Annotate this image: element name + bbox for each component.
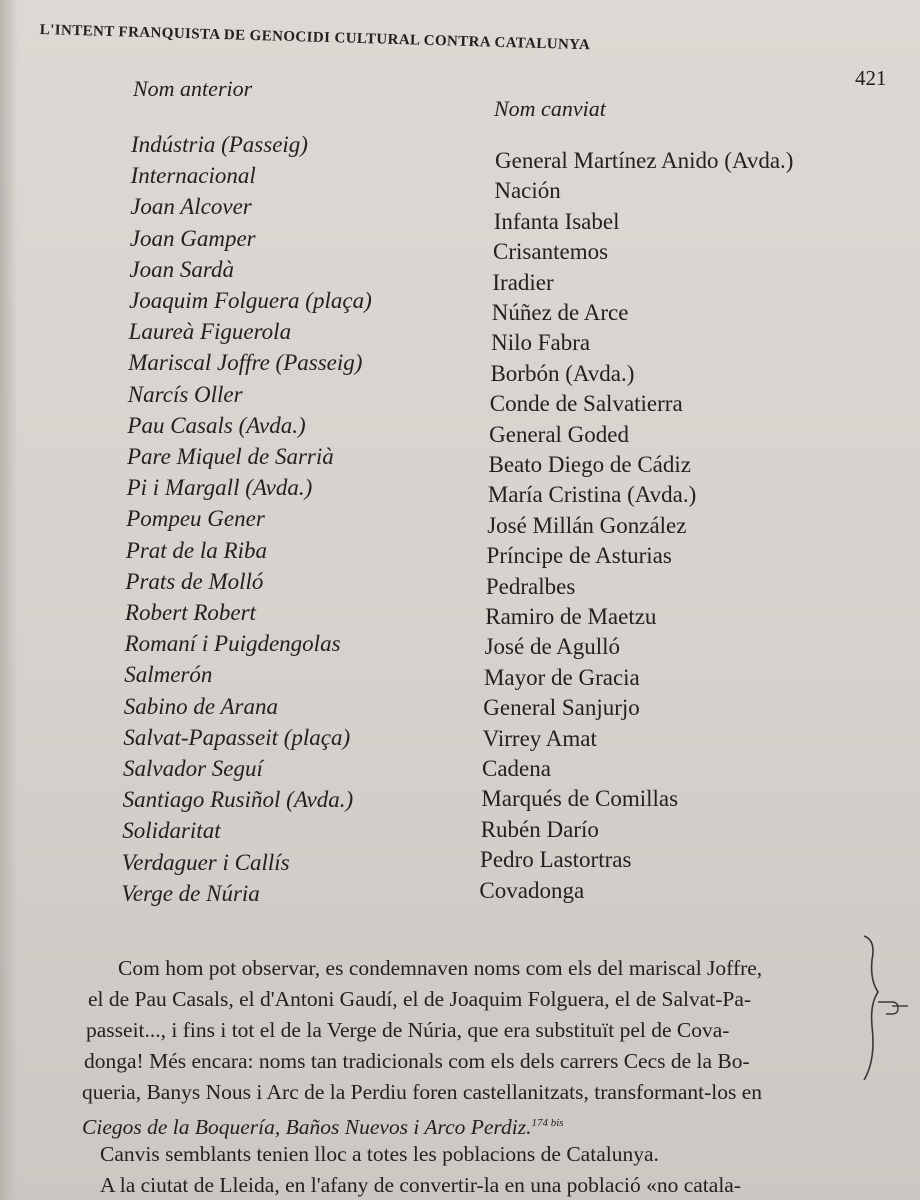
- previous-name-cell: Santiago Rusiñol (Avda.): [122, 787, 354, 813]
- changed-name-cell: Borbón (Avda.): [490, 360, 635, 386]
- previous-name-cell: Internacional: [130, 163, 256, 189]
- previous-name-cell: Salvat-Papasseit (plaça): [123, 724, 351, 750]
- previous-name-cell: Robert Robert: [125, 600, 256, 625]
- previous-name-cell: Solidaritat: [122, 818, 221, 844]
- previous-name-cell: Joan Sardà: [129, 256, 234, 282]
- changed-name-cell: Rubén Darío: [480, 816, 599, 842]
- previous-name-cell: Joan Gamper: [129, 225, 256, 251]
- changed-name-cell: Beato Diego de Cádiz: [488, 452, 691, 477]
- previous-name-cell: Verge de Núria: [121, 880, 260, 906]
- changed-name-cell: María Cristina (Avda.): [487, 482, 697, 508]
- paragraph-line: Com hom pot observar, es condemnaven noms com els del mariscal Joffre,: [118, 956, 763, 980]
- previous-name-cell: Joan Alcover: [130, 194, 252, 220]
- paragraph-line: donga! Més encara: noms tan tradicionals com els dels carrers Cecs de la Bo-: [84, 1049, 750, 1073]
- previous-name-cell: Pau Casals (Avda.): [127, 412, 306, 438]
- changed-name-cell: Infanta Isabel: [493, 208, 620, 234]
- changed-name-cell: General Sanjurjo: [483, 695, 640, 721]
- previous-name-cell: Indústria (Passeig): [131, 132, 308, 157]
- paragraph-line-italic: [82, 1108, 564, 1142]
- paragraph-line: el de Pau Casals, el d'Antoni Gaudí, el de Joaquim Folguera, el de Salvat-Pa-: [88, 987, 752, 1011]
- previous-name-cell: Prat de la Riba: [125, 537, 267, 563]
- previous-name-cell: Mariscal Joffre (Passeig): [128, 350, 363, 376]
- handwritten-bracket-mark: [858, 930, 918, 1090]
- changed-name-cell: Pedro Lastortras: [480, 847, 632, 873]
- changed-name-cell: Nación: [494, 178, 561, 204]
- changed-name-cell: Iradier: [492, 269, 554, 295]
- column-header-previous-name: Nom anterior: [133, 76, 253, 101]
- previous-name-cell: Pare Miquel de Sarrià: [127, 444, 334, 469]
- changed-name-cell: Núñez de Arce: [491, 300, 629, 325]
- changed-name-cell: José de Agulló: [484, 634, 621, 660]
- changed-name-cell: Nilo Fabra: [491, 330, 591, 356]
- changed-name-cell: General Martínez Anido (Avda.): [495, 148, 794, 173]
- paragraph-similar-changes: Canvis semblants tenien lloc a totes les poblacions de Catalunya.: [100, 1142, 659, 1166]
- paragraph-line: passeit..., i fins i tot el de la Verge de Núria, que era substituït pel de Cova-: [86, 1018, 730, 1042]
- changed-name-cell: General Goded: [489, 421, 629, 447]
- previous-name-cell: Salvador Seguí: [123, 756, 263, 781]
- changed-name-cell: Conde de Salvatierra: [489, 391, 683, 417]
- previous-name-cell: Salmerón: [124, 662, 213, 688]
- changed-name-cell: Ramiro de Maetzu: [485, 604, 657, 629]
- previous-name-cell: Sabino de Arana: [123, 693, 278, 719]
- previous-name-cell: Pi i Margall (Avda.): [126, 475, 313, 501]
- paragraph-line: queria, Banys Nous i Arc de la Perdiu foren castellanitzats, transformant-los en: [82, 1080, 763, 1104]
- paragraph-lleida: A la ciutat de Lleida, en l'afany de convertir-la en una població «no catala-: [100, 1173, 741, 1197]
- previous-name-cell: Romaní i Puigdengolas: [124, 631, 341, 657]
- changed-name-cell: Mayor de Gracia: [483, 664, 640, 690]
- column-header-changed-name: Nom canviat: [494, 96, 606, 121]
- previous-name-cell: Pompeu Gener: [126, 506, 265, 532]
- previous-name-cell: Narcís Oller: [127, 381, 243, 407]
- changed-name-cell: Covadonga: [479, 877, 585, 903]
- previous-name-cell: Laureà Figuerola: [128, 319, 292, 345]
- page-number: 421: [855, 66, 887, 90]
- changed-name-cell: Crisantemos: [493, 239, 609, 265]
- previous-name-cell: Joaquim Folguera (plaça): [129, 288, 372, 313]
- changed-name-cell: José Millán González: [487, 512, 687, 538]
- running-head: L'INTENT FRANQUISTA DE GENOCIDI CULTURAL CONTRA CATALUNYA: [39, 22, 591, 54]
- previous-name-cell: Prats de Molló: [125, 568, 264, 594]
- changed-name-cell: Cadena: [482, 756, 551, 781]
- italic-street-names: Ciegos de la Boquería, Baños Nuevos i Arco Perdiz.: [82, 1115, 532, 1140]
- changed-name-cell: Marqués de Comillas: [481, 786, 679, 812]
- changed-name-cell: Virrey Amat: [482, 725, 597, 751]
- changed-name-cell: Pedralbes: [485, 573, 576, 599]
- footnote-reference: 174 bis: [531, 1117, 564, 1129]
- changed-name-cell: Príncipe de Asturias: [486, 543, 672, 569]
- previous-name-cell: Verdaguer i Callís: [121, 849, 290, 875]
